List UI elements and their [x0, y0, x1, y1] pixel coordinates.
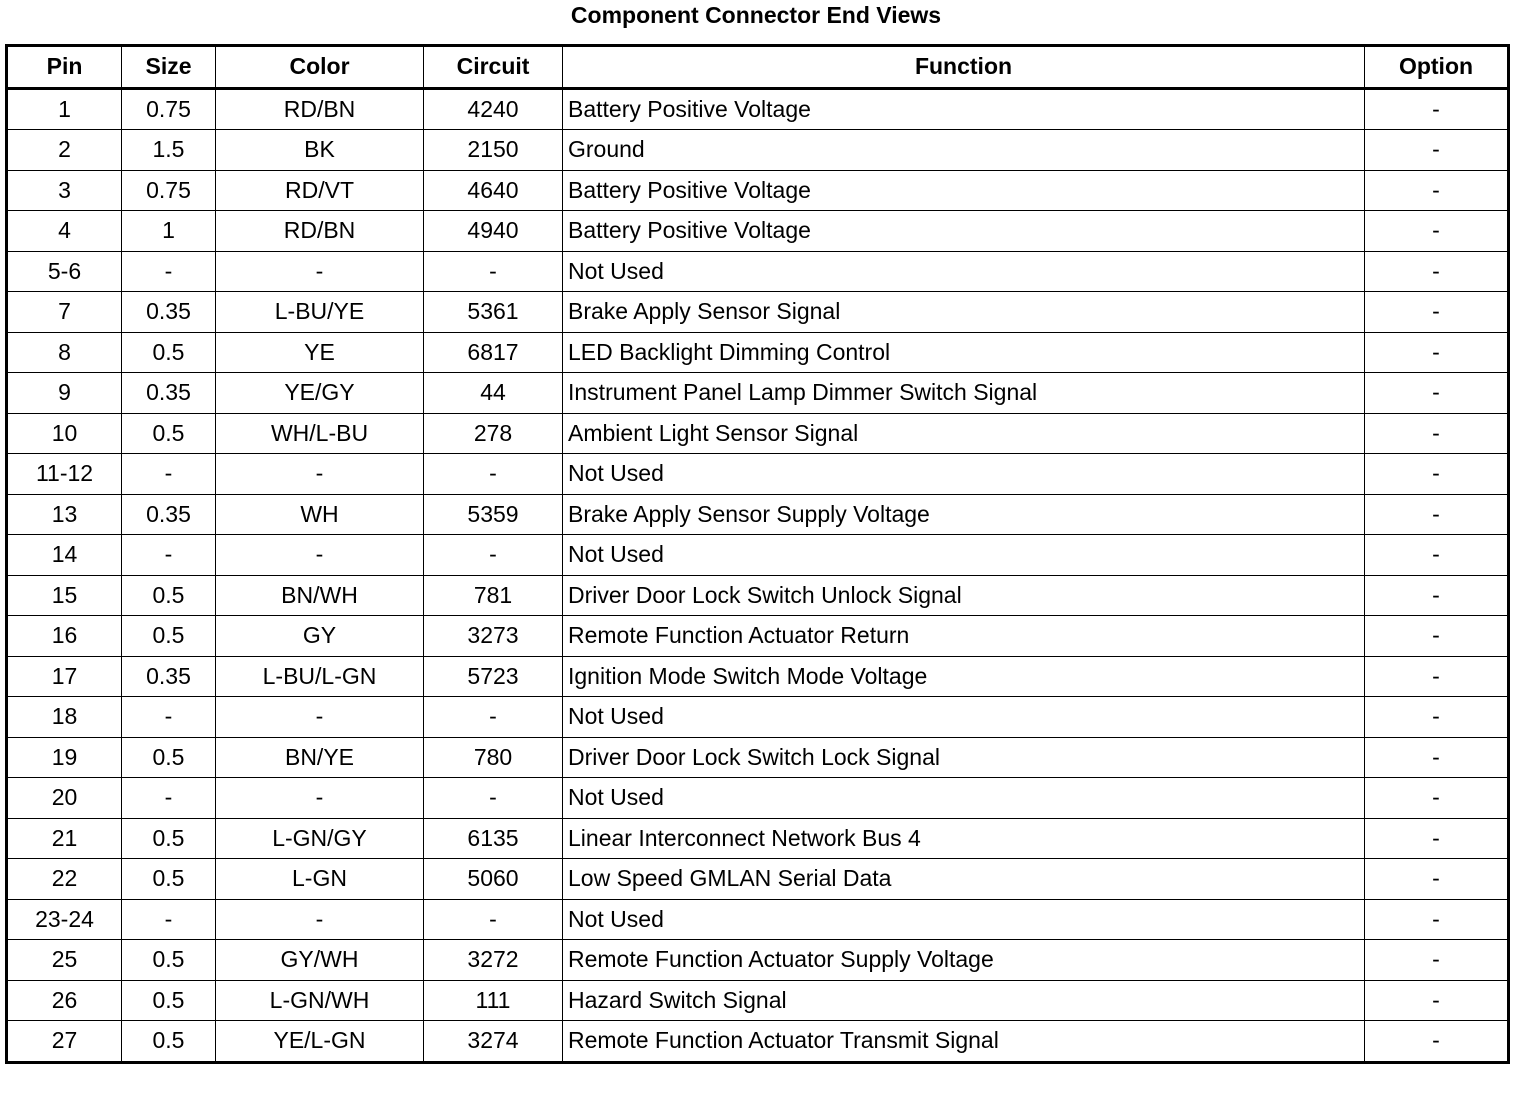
cell-size: -	[122, 251, 216, 292]
cell-pin: 3	[7, 170, 122, 211]
cell-pin: 14	[7, 535, 122, 576]
table-row	[7, 211, 1509, 252]
cell-pin: 23-24	[7, 899, 122, 940]
cell-circuit: -	[424, 697, 563, 738]
cell-color: -	[216, 899, 424, 940]
cell-size: 0.5	[122, 859, 216, 900]
table-row	[7, 778, 1509, 819]
cell-size: 0.35	[122, 292, 216, 333]
cell-size: 0.5	[122, 940, 216, 981]
table-row	[7, 373, 1509, 414]
cell-size: 0.75	[122, 170, 216, 211]
cell-color: BK	[216, 130, 424, 171]
cell-circuit: 5359	[424, 494, 563, 535]
cell-option: -	[1365, 413, 1509, 454]
cell-pin: 5-6	[7, 251, 122, 292]
cell-circuit: 3272	[424, 940, 563, 981]
cell-option: -	[1365, 373, 1509, 414]
cell-function: Remote Function Actuator Supply Voltage	[563, 940, 1365, 981]
cell-color: BN/YE	[216, 737, 424, 778]
cell-circuit: 5723	[424, 656, 563, 697]
cell-size: 1.5	[122, 130, 216, 171]
table-row	[7, 818, 1509, 859]
cell-color: GY	[216, 616, 424, 657]
table-row	[7, 130, 1509, 171]
header-circuit: Circuit	[424, 46, 563, 89]
cell-color: WH/L-BU	[216, 413, 424, 454]
cell-color: RD/VT	[216, 170, 424, 211]
cell-color: L-BU/L-GN	[216, 656, 424, 697]
header-option: Option	[1365, 46, 1509, 89]
cell-option: -	[1365, 697, 1509, 738]
cell-pin: 17	[7, 656, 122, 697]
cell-size: 0.5	[122, 737, 216, 778]
table-row	[7, 413, 1509, 454]
table-row	[7, 575, 1509, 616]
cell-function: Not Used	[563, 535, 1365, 576]
cell-color: L-GN	[216, 859, 424, 900]
table-row	[7, 940, 1509, 981]
cell-pin: 13	[7, 494, 122, 535]
cell-circuit: 3273	[424, 616, 563, 657]
cell-option: -	[1365, 88, 1509, 130]
cell-pin: 18	[7, 697, 122, 738]
cell-circuit: 111	[424, 980, 563, 1021]
table-row	[7, 251, 1509, 292]
table-body	[7, 88, 1509, 1062]
cell-function: Low Speed GMLAN Serial Data	[563, 859, 1365, 900]
table-row	[7, 656, 1509, 697]
cell-circuit: 278	[424, 413, 563, 454]
cell-option: -	[1365, 535, 1509, 576]
cell-option: -	[1365, 980, 1509, 1021]
cell-pin: 8	[7, 332, 122, 373]
cell-color: RD/BN	[216, 211, 424, 252]
cell-option: -	[1365, 575, 1509, 616]
cell-function: Remote Function Actuator Return	[563, 616, 1365, 657]
cell-color: L-BU/YE	[216, 292, 424, 333]
cell-function: Brake Apply Sensor Supply Voltage	[563, 494, 1365, 535]
cell-size: 0.5	[122, 980, 216, 1021]
table-row	[7, 494, 1509, 535]
cell-function: Battery Positive Voltage	[563, 211, 1365, 252]
cell-function: Hazard Switch Signal	[563, 980, 1365, 1021]
cell-function: Instrument Panel Lamp Dimmer Switch Signal	[563, 373, 1365, 414]
cell-color: -	[216, 778, 424, 819]
cell-circuit: -	[424, 535, 563, 576]
cell-option: -	[1365, 211, 1509, 252]
cell-size: 0.5	[122, 332, 216, 373]
cell-function: Ambient Light Sensor Signal	[563, 413, 1365, 454]
table-row	[7, 170, 1509, 211]
cell-option: -	[1365, 332, 1509, 373]
cell-option: -	[1365, 130, 1509, 171]
cell-option: -	[1365, 494, 1509, 535]
cell-color: YE/GY	[216, 373, 424, 414]
cell-circuit: 3274	[424, 1021, 563, 1063]
cell-option: -	[1365, 170, 1509, 211]
cell-size: 0.35	[122, 656, 216, 697]
table-row	[7, 332, 1509, 373]
cell-circuit: -	[424, 454, 563, 495]
cell-option: -	[1365, 778, 1509, 819]
cell-pin: 21	[7, 818, 122, 859]
cell-option: -	[1365, 616, 1509, 657]
cell-function: Driver Door Lock Switch Unlock Signal	[563, 575, 1365, 616]
cell-option: -	[1365, 818, 1509, 859]
cell-pin: 15	[7, 575, 122, 616]
cell-circuit: 6135	[424, 818, 563, 859]
cell-function: Not Used	[563, 899, 1365, 940]
table-row	[7, 616, 1509, 657]
cell-color: RD/BN	[216, 88, 424, 130]
cell-size: -	[122, 454, 216, 495]
cell-size: 0.35	[122, 373, 216, 414]
cell-option: -	[1365, 454, 1509, 495]
pinout-table	[5, 44, 1510, 1064]
cell-pin: 9	[7, 373, 122, 414]
table-row	[7, 899, 1509, 940]
cell-pin: 7	[7, 292, 122, 333]
cell-option: -	[1365, 656, 1509, 697]
table-row	[7, 88, 1509, 130]
cell-pin: 22	[7, 859, 122, 900]
cell-color: -	[216, 454, 424, 495]
header-color: Color	[216, 46, 424, 89]
cell-size: -	[122, 697, 216, 738]
cell-pin: 11-12	[7, 454, 122, 495]
cell-pin: 25	[7, 940, 122, 981]
table-row	[7, 737, 1509, 778]
cell-size: -	[122, 778, 216, 819]
header-function: Function	[563, 46, 1365, 89]
cell-function: Driver Door Lock Switch Lock Signal	[563, 737, 1365, 778]
cell-size: -	[122, 535, 216, 576]
cell-size: 0.5	[122, 616, 216, 657]
cell-function: Ground	[563, 130, 1365, 171]
cell-size: 0.75	[122, 88, 216, 130]
cell-function: Ignition Mode Switch Mode Voltage	[563, 656, 1365, 697]
header-row	[7, 46, 1509, 89]
cell-circuit: 4240	[424, 88, 563, 130]
cell-circuit: 781	[424, 575, 563, 616]
cell-option: -	[1365, 251, 1509, 292]
cell-color: BN/WH	[216, 575, 424, 616]
cell-circuit: 6817	[424, 332, 563, 373]
cell-circuit: 44	[424, 373, 563, 414]
cell-option: -	[1365, 940, 1509, 981]
cell-pin: 1	[7, 88, 122, 130]
cell-color: YE	[216, 332, 424, 373]
cell-option: -	[1365, 899, 1509, 940]
cell-option: -	[1365, 292, 1509, 333]
cell-color: -	[216, 535, 424, 576]
page-title: Component Connector End Views	[570, 2, 942, 28]
cell-circuit: -	[424, 251, 563, 292]
cell-color: YE/L-GN	[216, 1021, 424, 1063]
cell-option: -	[1365, 737, 1509, 778]
cell-function: Linear Interconnect Network Bus 4	[563, 818, 1365, 859]
table-row	[7, 697, 1509, 738]
cell-pin: 20	[7, 778, 122, 819]
cell-pin: 26	[7, 980, 122, 1021]
cell-circuit: 5060	[424, 859, 563, 900]
cell-size: 0.5	[122, 575, 216, 616]
cell-color: WH	[216, 494, 424, 535]
table-row	[7, 859, 1509, 900]
cell-color: -	[216, 697, 424, 738]
cell-function: Not Used	[563, 697, 1365, 738]
table-row	[7, 535, 1509, 576]
cell-color: L-GN/GY	[216, 818, 424, 859]
cell-circuit: -	[424, 899, 563, 940]
cell-pin: 16	[7, 616, 122, 657]
cell-pin: 19	[7, 737, 122, 778]
cell-function: Battery Positive Voltage	[563, 170, 1365, 211]
cell-circuit: -	[424, 778, 563, 819]
cell-function: Not Used	[563, 778, 1365, 819]
cell-circuit: 4940	[424, 211, 563, 252]
cell-option: -	[1365, 859, 1509, 900]
cell-pin: 2	[7, 130, 122, 171]
cell-function: Brake Apply Sensor Signal	[563, 292, 1365, 333]
cell-circuit: 780	[424, 737, 563, 778]
cell-pin: 4	[7, 211, 122, 252]
cell-size: 1	[122, 211, 216, 252]
cell-size: -	[122, 899, 216, 940]
cell-color: L-GN/WH	[216, 980, 424, 1021]
cell-function: Remote Function Actuator Transmit Signal	[563, 1021, 1365, 1063]
cell-size: 0.5	[122, 1021, 216, 1063]
table-row	[7, 980, 1509, 1021]
cell-function: LED Backlight Dimming Control	[563, 332, 1365, 373]
cell-size: 0.5	[122, 818, 216, 859]
cell-circuit: 2150	[424, 130, 563, 171]
table-row	[7, 1021, 1509, 1063]
cell-size: 0.5	[122, 413, 216, 454]
cell-circuit: 4640	[424, 170, 563, 211]
cell-option: -	[1365, 1021, 1509, 1063]
cell-color: GY/WH	[216, 940, 424, 981]
cell-function: Not Used	[563, 454, 1365, 495]
cell-function: Battery Positive Voltage	[563, 88, 1365, 130]
cell-circuit: 5361	[424, 292, 563, 333]
table-row	[7, 292, 1509, 333]
cell-color: -	[216, 251, 424, 292]
cell-pin: 10	[7, 413, 122, 454]
cell-function: Not Used	[563, 251, 1365, 292]
cell-pin: 27	[7, 1021, 122, 1063]
table-row	[7, 454, 1509, 495]
header-size: Size	[122, 46, 216, 89]
header-pin: Pin	[7, 46, 122, 89]
cell-size: 0.35	[122, 494, 216, 535]
